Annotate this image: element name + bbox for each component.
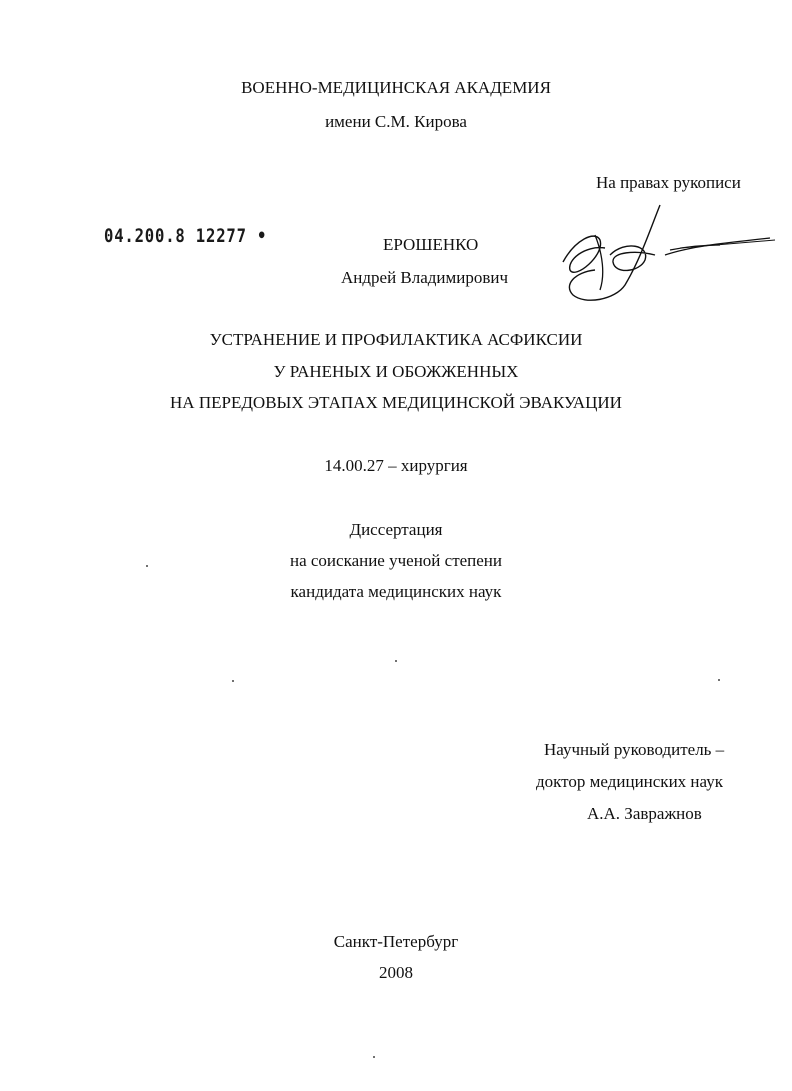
scan-speck: [146, 565, 148, 567]
title-line-3: НА ПЕРЕДОВЫХ ЭТАПАХ МЕДИЦИНСКОЙ ЭВАКУАЦИИ: [170, 393, 622, 412]
signature-image: [555, 200, 780, 310]
footer-year: 2008: [379, 963, 413, 982]
scan-speck: [395, 660, 397, 662]
dissertation-purpose: на соискание ученой степени: [289, 551, 503, 570]
footer-city: Санкт-Петербург: [333, 932, 459, 951]
institution-subtitle: имени С.М. Кирова: [325, 112, 467, 131]
scan-speck: [373, 1056, 375, 1058]
manuscript-note: На правах рукописи: [596, 173, 741, 192]
specialty-code: 14.00.27 – хирургия: [324, 456, 468, 475]
title-line-2: У РАНЕНЫХ И ОБОЖЖЕННЫХ: [273, 362, 519, 381]
author-surname: ЕРОШЕНКО: [383, 235, 479, 254]
scan-speck: [232, 680, 234, 682]
archive-stamp-number: 04.200.8 12277 •: [104, 225, 268, 247]
dissertation-degree: кандидата медицинских наук: [290, 582, 502, 601]
author-given-names: Андрей Владимирович: [341, 268, 509, 287]
institution-name: ВОЕННО-МЕДИЦИНСКАЯ АКАДЕМИЯ: [241, 78, 551, 97]
supervisor-degree: доктор медицинских наук: [536, 772, 723, 791]
scan-speck: [718, 679, 720, 681]
title-line-1: УСТРАНЕНИЕ И ПРОФИЛАКТИКА АСФИКСИИ: [209, 330, 583, 349]
supervisor-name: А.А. Завражнов: [587, 804, 702, 823]
supervisor-role: Научный руководитель –: [544, 740, 725, 759]
dissertation-label: Диссертация: [349, 520, 443, 539]
